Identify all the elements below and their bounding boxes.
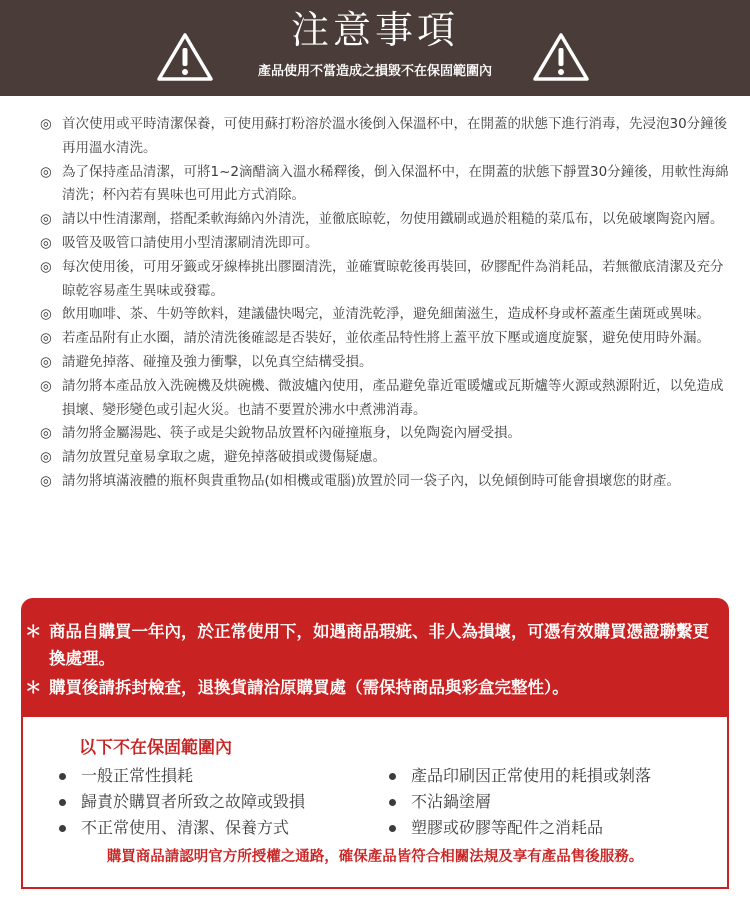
list-item [40,232,730,256]
list-item [40,208,730,232]
list-item [40,470,730,494]
exclusion-text: 歸責於購買者所致之故障或毀損 [81,792,306,811]
list-marker: ◎ [40,211,52,228]
list-marker: ◎ [40,449,52,466]
asterisk-marker: ＊ [25,678,42,697]
note-text: 請勿將本產品放入洗碗機及烘碗機、微波爐內使用，產品避免靠近電暖爐或瓦斯爐等火源或熱源附近，以免造成損壞、變形變色或引起火災。也請不要置於沸水中煮沸消毒。 [62,377,724,418]
list-item [389,789,651,815]
list-marker: ◎ [40,330,52,347]
exclusions-list-right [389,763,651,841]
list-marker: ◎ [40,163,52,180]
bullet-icon [389,825,396,832]
note-text: 吸管及吸管口請使用小型清潔刷清洗即可。 [62,234,319,251]
list-item [40,422,730,446]
note-text: 為了保持產品清潔，可將1~2滴醋滴入溫水稀釋後，倒入保溫杯中，在開蓋的狀態下靜置30分鐘後，用軟性海綿清洗；杯內若有異味也可用此方式消除。 [62,163,729,204]
list-item [40,303,730,327]
list-marker: ◎ [40,234,52,251]
bullet-icon [59,773,66,780]
footer-note: 購買商品請認明官方所授權之通路，確保產品皆符合相關法規及享有產品售後服務。 [106,849,644,865]
list-item [40,327,730,351]
list-item [40,375,730,423]
list-item [389,763,651,789]
list-item [59,763,305,789]
note-text: 請避免掉落、碰撞及強力衝擊，以免真空結構受損。 [62,353,373,370]
notice-line [25,618,719,672]
list-marker: ◎ [40,306,52,323]
list-item [40,256,730,304]
list-item [59,815,305,841]
list-item [389,815,651,841]
notice-text: 商品自購買一年內，於正常使用下，如遇商品瑕疵、非人為損壞，可憑有效購買憑證聯繫更換處理。 [49,622,709,668]
page-subtitle: 產品使用不當造成之損毀不在保固範圍內 [257,64,492,79]
page-title: 注意事項 [290,8,459,52]
list-marker: ◎ [40,353,52,370]
note-text: 每次使用後，可用牙籤或牙線棒挑出膠圈清洗，並確實晾乾後再裝回，矽膠配件為消耗品，若無徹底清潔及充分晾乾容易產生異味或發霉。 [62,258,724,299]
bullet-icon [59,825,66,832]
note-text: 請勿將填滿液體的瓶杯與貴重物品(如相機或電腦)放置於同一袋子內，以免傾倒時可能會損壞您的財產。 [62,472,681,489]
warranty-exclusions-box [21,717,729,889]
warning-icon [532,32,590,82]
list-marker: ◎ [40,116,52,132]
list-item [40,113,730,161]
list-item [59,789,305,815]
note-text: 首次使用或平時清潔保養，可使用蘇打粉溶於溫水後倒入保溫杯中，在開蓋的狀態下進行消毒，先浸泡30分鐘後再用溫水清洗。 [62,116,728,156]
bullet-icon [59,799,66,806]
note-text: 若產品附有止水圈，請於清洗後確認是否裝好，並依產品特性將上蓋平放下壓或適度旋緊，避免使用時外漏。 [62,330,710,347]
note-text: 請勿將金屬湯匙、筷子或是尖銳物品放置杯內碰撞瓶身，以免陶瓷內層受損。 [62,425,521,442]
notice-text: 購買後請拆封檢查，退換貨請洽原購買處（需保持商品與彩盒完整性）。 [49,678,569,697]
list-item [40,351,730,375]
exclusions-title: 以下不在保固範圍內 [79,738,232,758]
exclusion-text: 不沾鍋塗層 [411,792,492,811]
note-text: 請以中性清潔劑，搭配柔軟海綿內外清洗，並徹底晾乾，勿使用鐵刷或過於粗糙的菜瓜布，以免破壞陶瓷內層。 [62,211,724,228]
note-text: 飲用咖啡、茶、牛奶等飲料，建議儘快喝完，並清洗乾淨，避免細菌滋生，造成杯身或杯蓋產生菌斑或異味。 [62,306,710,323]
list-marker: ◎ [40,472,52,489]
exclusions-list-left [59,763,305,841]
list-marker: ◎ [40,377,52,394]
list-item [40,446,730,470]
care-notes-list [40,113,730,494]
note-text: 請勿放置兒童易拿取之處，避免掉落破損或燙傷疑慮。 [62,449,386,466]
exclusion-text: 產品印刷因正常使用的耗損或剝落 [411,766,652,785]
list-item [40,161,730,209]
notice-line [25,674,719,701]
exclusion-text: 塑膠或矽膠等配件之消耗品 [411,818,604,837]
list-marker: ◎ [40,258,52,275]
bullet-icon [389,799,396,806]
exclusion-text: 一般正常性損耗 [81,766,194,785]
list-marker: ◎ [40,425,52,442]
bullet-icon [389,773,396,780]
header-banner [0,0,750,96]
warranty-notice-box [21,598,729,717]
exclusion-text: 不正常使用、清潔、保養方式 [81,818,290,837]
asterisk-marker: ＊ [25,622,42,641]
